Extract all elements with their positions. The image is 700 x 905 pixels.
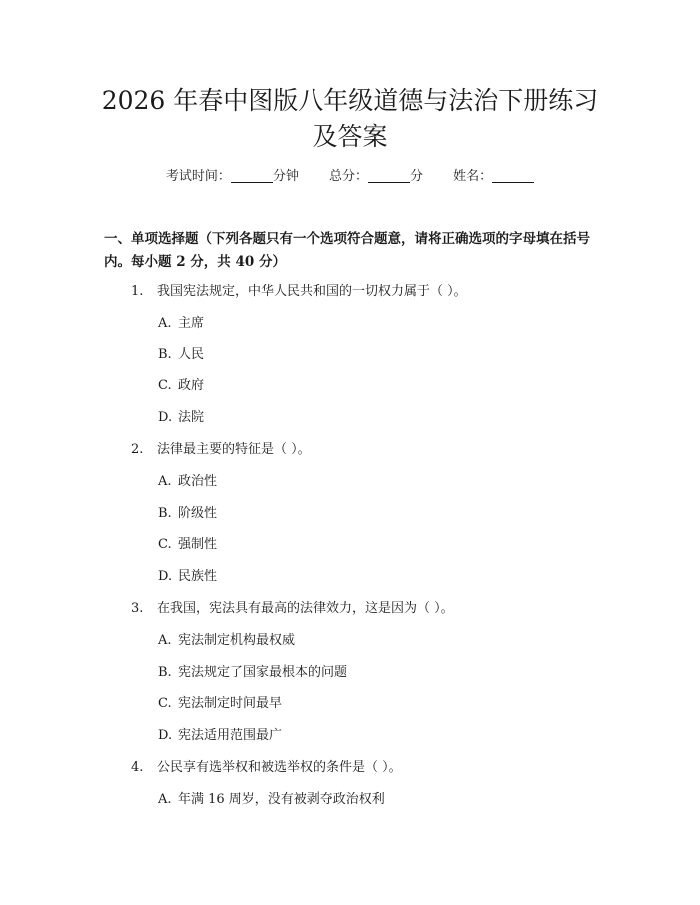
question-number: 4.: [131, 760, 144, 775]
option-item: [158, 790, 608, 810]
name-blank: [492, 168, 534, 183]
question-item: [131, 599, 611, 619]
option-item: [158, 472, 608, 492]
option-letter: C.: [158, 378, 172, 393]
option-text: 宪法规定了国家最根本的问题: [178, 665, 348, 680]
option-item: [158, 694, 608, 714]
option-item: [158, 663, 608, 683]
option-letter: B.: [158, 347, 172, 362]
question-text: 我国宪法规定，中华人民共和国的一切权力属于（ ）。: [157, 284, 467, 299]
exam-time-label: 考试时间：: [165, 169, 231, 184]
option-letter: A.: [158, 316, 172, 331]
document-title: [60, 83, 640, 155]
option-text: 民族性: [178, 569, 218, 584]
question-text: 法律最主要的特征是（ ）。: [157, 442, 311, 457]
option-text: 强制性: [178, 537, 218, 552]
option-text: 宪法制定时间最早: [178, 696, 283, 711]
question-number: 3.: [131, 601, 144, 616]
option-letter: B.: [158, 665, 172, 680]
question-text: 公民享有选举权和被选举权的条件是（ ）。: [157, 760, 402, 775]
total-score-field: [329, 167, 423, 187]
option-item: [158, 376, 608, 396]
name-label: 姓名：: [453, 169, 493, 184]
option-item: [158, 314, 608, 334]
option-letter: A.: [158, 792, 172, 807]
option-item: [158, 631, 608, 651]
option-item: [158, 567, 608, 587]
question-item: [131, 758, 611, 778]
question-item: [131, 282, 611, 302]
option-text: 人民: [178, 347, 205, 362]
total-score-unit: 分: [410, 169, 424, 184]
exam-time-unit: 分钟: [272, 169, 299, 184]
option-item: [158, 535, 608, 555]
option-text: 法院: [178, 410, 205, 425]
exam-meta-row: [0, 167, 700, 187]
title-line-1: 2026 年春中图版八年级道德与法治下册练习: [101, 86, 599, 115]
option-letter: B.: [158, 506, 172, 521]
question-text: 在我国，宪法具有最高的法律效力，这是因为（ ）。: [157, 601, 454, 616]
question-number: 2.: [131, 442, 144, 457]
name-field: [453, 167, 534, 187]
option-letter: C.: [158, 537, 172, 552]
option-item: [158, 726, 608, 746]
option-text: 政治性: [178, 474, 218, 489]
option-text: 阶级性: [178, 506, 218, 521]
option-item: [158, 345, 608, 365]
section-heading: 一、单项选择题（下列各题只有一个选项符合题意，请将正确选项的字母填在括号内。每小题 2 分，共 40 分）: [104, 231, 590, 270]
question-number: 1.: [131, 284, 144, 299]
option-letter: C.: [158, 696, 172, 711]
option-text: 政府: [178, 378, 205, 393]
option-text: 宪法适用范围最广: [178, 728, 283, 743]
exam-time-blank: [231, 168, 273, 183]
option-letter: D.: [158, 410, 173, 425]
option-letter: A.: [158, 474, 172, 489]
total-score-blank: [368, 168, 410, 183]
exam-time-field: [166, 167, 299, 187]
question-item: [131, 440, 611, 460]
option-text: 宪法制定机构最权威: [178, 633, 296, 648]
option-text: 主席: [178, 316, 205, 331]
option-letter: D.: [158, 569, 173, 584]
option-letter: A.: [158, 633, 172, 648]
option-letter: D.: [158, 728, 173, 743]
option-text: 年满 16 周岁，没有被剥夺政治权利: [178, 792, 385, 807]
option-item: [158, 504, 608, 524]
option-item: [158, 408, 608, 428]
title-line-2: 及答案: [312, 122, 388, 151]
total-score-label: 总分：: [328, 169, 368, 184]
